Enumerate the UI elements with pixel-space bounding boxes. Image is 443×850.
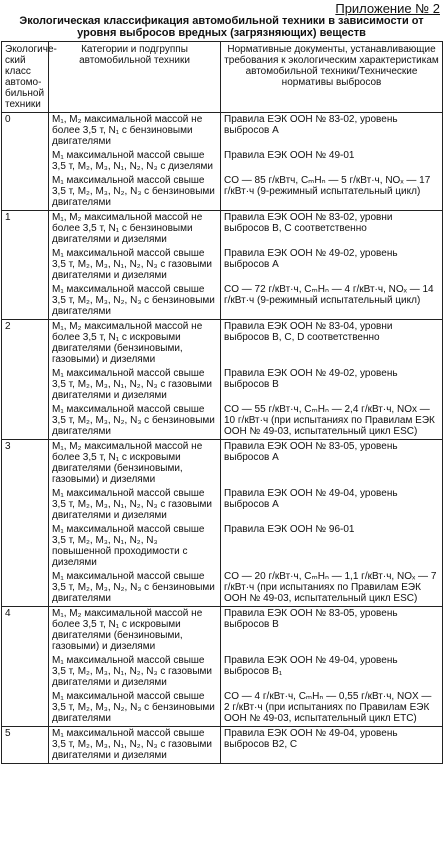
table-row	[2, 174, 443, 211]
category-cell: M₁ максимальной массой свыше 3,5 т, M₂, M₃, N₂, N₃ с бензиновыми двигателями	[49, 570, 221, 607]
table-row	[2, 149, 443, 174]
document-cell: CO — 55 г/кВт·ч, CₘHₙ — 2,4 г/кВт·ч, NOx — 10 г/кВт·ч (при испытаниях по Правилам ЕЭК ООН № 49-03, испытательный цикл ESC)	[221, 403, 443, 440]
document-cell: Правила ЕЭК ООН № 83-05, уровень выбросов В	[221, 607, 443, 655]
document-cell: CO — 85 г/кВтч, CₘHₙ — 5 г/кВт·ч, NOₓ — 17 г/кВт·ч (9-режимный испытательный цикл)	[221, 174, 443, 211]
table-row	[2, 440, 443, 488]
document-cell: Правила ЕЭК ООН № 83-05, уровень выбросов А	[221, 440, 443, 488]
category-cell: M₁, M₂ максимальной массой не более 3,5 т, N₁ с искровыми двигателями (бензиновыми, газовыми) и дизелями	[49, 320, 221, 368]
category-cell: M₁ максимальной массой свыше 3,5 т, M₂, M₃, N₁, N₂, N₃ с дизелями	[49, 149, 221, 174]
table-header-row	[2, 42, 443, 113]
category-cell: M₁, M₂ максимальной массой не более 3,5 т, N₁ с бензиновыми двигателями и дизелями	[49, 211, 221, 248]
document-cell: Правила ЕЭК ООН № 49-01	[221, 149, 443, 174]
category-cell: M₁, M₂ максимальной массой не более 3,5 т, N₁ с искровыми двигателями (бензиновыми, газовыми) и дизелями	[49, 440, 221, 488]
class-cell	[2, 247, 49, 283]
table-row	[2, 727, 443, 764]
category-cell: M₁ максимальной массой свыше 3,5 т, M₂, M₃, N₁, N₂, N₃ с газовыми двигателями и дизелями	[49, 367, 221, 403]
document-cell: CO — 4 г/кВт·ч, CₘHₙ — 0,55 г/кВт·ч, NOX — 2 г/кВт·ч (при испытаниях по Правилам ЕЭК ООН № 49-03, испытательный цикл ETC)	[221, 690, 443, 727]
category-cell: M₁ максимальной массой свыше 3,5 т, M₂, M₃, N₂, N₃ с бензиновыми двигателями	[49, 690, 221, 727]
class-cell	[2, 403, 49, 440]
table-row	[2, 487, 443, 523]
header-categories: Категории и подгруппы автомобильной техники	[49, 42, 221, 113]
header-documents: Нормативные документы, устанавливающие требования к экологическим характеристикам автомобильной техники/Технические нормативы выбросов	[221, 42, 443, 113]
class-cell: 1	[2, 211, 49, 248]
table-row	[2, 570, 443, 607]
table-row	[2, 367, 443, 403]
category-cell: M₁ максимальной массой свыше 3,5 т, M₂, M₃, N₁, N₂, N₃ с газовыми двигателями и дизелями	[49, 727, 221, 764]
table-row	[2, 320, 443, 368]
document-cell: Правила ЕЭК ООН № 49-04, уровень выбросов B₁	[221, 654, 443, 690]
table-row	[2, 690, 443, 727]
class-cell: 4	[2, 607, 49, 655]
class-cell	[2, 690, 49, 727]
document-cell: Правила ЕЭК ООН № 83-02, уровни выбросов В, С соответственно	[221, 211, 443, 248]
category-cell: M₁, M₂ максимальной массой не более 3,5 т, N₁ с искровыми двигателями (бензиновыми, газовыми) и дизелями	[49, 607, 221, 655]
category-cell: M₁ максимальной массой свыше 3,5 т, M₂, M₃, N₂, N₃ с бензиновыми двигателями	[49, 174, 221, 211]
document-cell: Правила ЕЭК ООН № 83-04, уровни выбросов В, С, D соответственно	[221, 320, 443, 368]
table-row	[2, 283, 443, 320]
class-cell	[2, 149, 49, 174]
document-cell: CO — 72 г/кВт·ч, CₘHₙ — 4 г/кВт·ч, NOₓ — 14 г/кВт·ч (9-режимный испытательный цикл)	[221, 283, 443, 320]
category-cell: M₁ максимальной массой свыше 3,5 т, M₂, M₃, N₁, N₂, N₃ с газовыми двигателями и дизелями	[49, 487, 221, 523]
header-class: Экологиче-ский класс автомо-бильной техники	[2, 42, 49, 113]
class-cell	[2, 174, 49, 211]
table-row	[2, 247, 443, 283]
category-cell: M₁ максимальной массой свыше 3,5 т, M₂, M₃, N₂, N₃ с бензиновыми двигателями	[49, 403, 221, 440]
document-title: Экологическая классификация автомобильной техники в зависимости от уровня выбросов вредных (загрязняющих) веществ	[19, 15, 424, 39]
class-cell: 3	[2, 440, 49, 488]
class-cell	[2, 487, 49, 523]
class-cell	[2, 283, 49, 320]
category-cell: M₁ максимальной массой свыше 3,5 т, M₂, M₃, N₁, N₂, N₃ с газовыми двигателями и дизелями	[49, 247, 221, 283]
class-cell: 5	[2, 727, 49, 764]
table-row	[2, 654, 443, 690]
table-row	[2, 403, 443, 440]
document-cell: Правила ЕЭК ООН № 49-02, уровень выбросов В	[221, 367, 443, 403]
table-row	[2, 113, 443, 150]
category-cell: M₁ максимальной массой свыше 3,5 т, M₂, M₃, N₁, N₂, N₃ с газовыми двигателями и дизелями	[49, 654, 221, 690]
category-cell: M₁ максимальной массой свыше 3,5 т, M₂, M₃, N₁, N₂, N₃ повышенной проходимости с дизелями	[49, 523, 221, 570]
document-cell: Правила ЕЭК ООН № 49-04, уровень выбросов А	[221, 487, 443, 523]
table-row	[2, 523, 443, 570]
class-cell	[2, 523, 49, 570]
document-cell: Правила ЕЭК ООН № 83-02, уровень выбросов А	[221, 113, 443, 150]
document-cell: Правила ЕЭК ООН № 96-01	[221, 523, 443, 570]
class-cell	[2, 570, 49, 607]
document-cell: CO — 20 г/кВт·ч, CₘHₙ — 1,1 г/кВт·ч, NOₓ — 7 г/кВт·ч (при испытаниях по Правилам ЕЭК ООН № 49-03, испытательный цикл ESC)	[221, 570, 443, 607]
category-cell: M₁, M₂ максимальной массой не более 3,5 т, N₁ с бензиновыми двигателями	[49, 113, 221, 150]
document-cell: Правила ЕЭК ООН № 49-02, уровень выбросов А	[221, 247, 443, 283]
class-cell	[2, 654, 49, 690]
appendix-label: Приложение № 2	[335, 1, 440, 16]
table-row	[2, 211, 443, 248]
class-cell	[2, 367, 49, 403]
category-cell: M₁ максимальной массой свыше 3,5 т, M₂, M₃, N₂, N₃ с бензиновыми двигателями	[49, 283, 221, 320]
table-row	[2, 607, 443, 655]
document-cell: Правила ЕЭК ООН № 49-04, уровень выбросов В2, С	[221, 727, 443, 764]
class-cell: 2	[2, 320, 49, 368]
classification-table	[1, 41, 443, 764]
class-cell: 0	[2, 113, 49, 150]
